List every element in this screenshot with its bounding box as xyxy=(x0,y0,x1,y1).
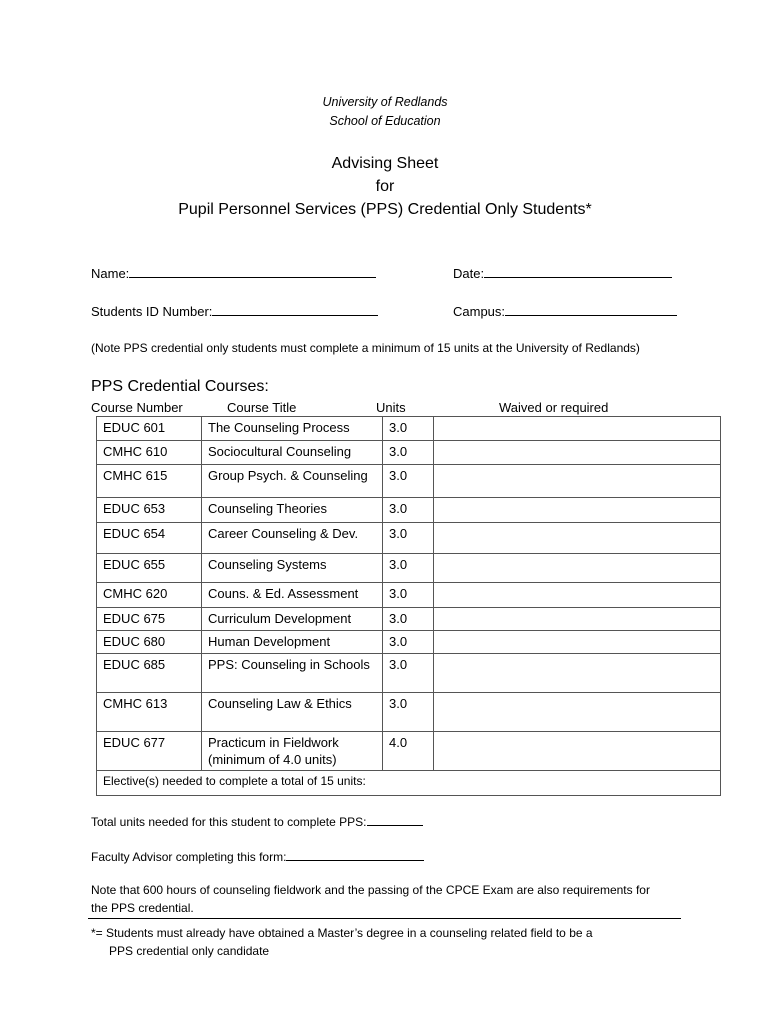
footnote-line2: PPS credential only candidate xyxy=(109,944,270,958)
course-units: 3.0 xyxy=(383,608,434,631)
faculty-advisor-line[interactable] xyxy=(286,848,424,861)
elective-row xyxy=(97,771,721,796)
table-row xyxy=(97,608,721,631)
total-units-line[interactable] xyxy=(367,813,423,826)
table-row xyxy=(97,693,721,732)
table-row xyxy=(97,583,721,608)
table-row xyxy=(97,654,721,693)
course-units: 3.0 xyxy=(383,441,434,465)
course-units: 3.0 xyxy=(383,554,434,583)
course-number: EDUC 601 xyxy=(97,417,202,441)
waived-cell[interactable] xyxy=(434,441,721,465)
waived-cell[interactable] xyxy=(434,608,721,631)
section-title: PPS Credential Courses: xyxy=(91,378,269,395)
waived-cell[interactable] xyxy=(434,693,721,732)
course-title: Couns. & Ed. Assessment xyxy=(202,583,383,608)
total-units-label: Total units needed for this student to complete PPS: xyxy=(91,815,367,829)
units-note: (Note PPS credential only students must complete a minimum of 15 units at the University of Redlands) xyxy=(91,341,640,355)
waived-cell[interactable] xyxy=(434,523,721,554)
waived-cell[interactable] xyxy=(434,631,721,654)
header-waived: Waived or required xyxy=(499,400,609,415)
table-row xyxy=(97,523,721,554)
student-id-field[interactable] xyxy=(91,303,378,319)
campus-label: Campus: xyxy=(453,304,506,319)
date-label: Date: xyxy=(453,266,485,281)
divider xyxy=(88,918,681,919)
course-number: EDUC 677 xyxy=(97,732,202,771)
course-number: CMHC 620 xyxy=(97,583,202,608)
courses-table xyxy=(96,416,721,796)
course-units: 3.0 xyxy=(383,631,434,654)
header-course-number: Course Number xyxy=(91,400,183,415)
table-row xyxy=(97,441,721,465)
table-row xyxy=(97,417,721,441)
waived-cell[interactable] xyxy=(434,583,721,608)
faculty-advisor-field[interactable] xyxy=(91,848,424,864)
school-name: School of Education xyxy=(329,114,441,128)
course-number: CMHC 613 xyxy=(97,693,202,732)
table-row xyxy=(97,554,721,583)
course-number: CMHC 610 xyxy=(97,441,202,465)
waived-cell[interactable] xyxy=(434,654,721,693)
table-row xyxy=(97,465,721,498)
name-field[interactable] xyxy=(91,265,376,281)
course-units: 3.0 xyxy=(383,654,434,693)
course-units: 3.0 xyxy=(383,465,434,498)
elective-note[interactable]: Elective(s) needed to complete a total of 15 units: xyxy=(97,771,721,796)
course-title: Counseling Systems xyxy=(202,554,383,583)
header-course-title: Course Title xyxy=(227,400,297,415)
course-number: EDUC 675 xyxy=(97,608,202,631)
footnote-line1: *= Students must already have obtained a Master’s degree in a counseling related field to be a xyxy=(91,926,593,940)
course-title: Human Development xyxy=(202,631,383,654)
course-number: EDUC 685 xyxy=(97,654,202,693)
course-title: Sociocultural Counseling xyxy=(202,441,383,465)
campus-field[interactable] xyxy=(453,303,677,319)
course-title: PPS: Counseling in Schools xyxy=(202,654,383,693)
course-number: CMHC 615 xyxy=(97,465,202,498)
campus-line[interactable] xyxy=(505,303,677,316)
course-units: 3.0 xyxy=(383,693,434,732)
page-title: Advising Sheet xyxy=(331,155,439,172)
course-title: Counseling Law & Ethics xyxy=(202,693,383,732)
course-title: Group Psych. & Counseling xyxy=(202,465,383,498)
course-units: 3.0 xyxy=(383,498,434,523)
page-subtitle: Pupil Personnel Services (PPS) Credential Only Students* xyxy=(178,201,592,218)
course-number: EDUC 680 xyxy=(97,631,202,654)
course-units: 4.0 xyxy=(383,732,434,771)
page-title-for: for xyxy=(375,178,395,195)
course-title-cell xyxy=(202,732,383,771)
university-name: University of Redlands xyxy=(322,95,448,109)
course-units: 3.0 xyxy=(383,523,434,554)
course-title: Counseling Theories xyxy=(202,498,383,523)
course-title: Curriculum Development xyxy=(202,608,383,631)
course-title: The Counseling Process xyxy=(202,417,383,441)
table-row xyxy=(97,631,721,654)
date-line[interactable] xyxy=(484,265,672,278)
table-row xyxy=(97,732,721,771)
waived-cell[interactable] xyxy=(434,498,721,523)
course-title: Career Counseling & Dev. xyxy=(202,523,383,554)
waived-cell[interactable] xyxy=(434,554,721,583)
waived-cell[interactable] xyxy=(434,732,721,771)
date-field[interactable] xyxy=(453,265,672,281)
student-id-line[interactable] xyxy=(212,303,378,316)
student-id-label: Students ID Number: xyxy=(91,304,213,319)
requirement-note-line2: the PPS credential. xyxy=(91,901,194,915)
faculty-advisor-label: Faculty Advisor completing this form: xyxy=(91,850,287,864)
course-number: EDUC 655 xyxy=(97,554,202,583)
table-row xyxy=(97,498,721,523)
course-number: EDUC 654 xyxy=(97,523,202,554)
waived-cell[interactable] xyxy=(434,465,721,498)
total-units-field[interactable] xyxy=(91,813,423,829)
name-label: Name: xyxy=(91,266,130,281)
course-title: Practicum in Fieldwork xyxy=(208,735,339,750)
requirement-note-line1: Note that 600 hours of counseling fieldwork and the passing of the CPCE Exam are also requirements for xyxy=(91,883,650,897)
header-units: Units xyxy=(376,400,406,415)
course-title-note: (minimum of 4.0 units) xyxy=(208,752,337,767)
course-number: EDUC 653 xyxy=(97,498,202,523)
name-line[interactable] xyxy=(129,265,376,278)
waived-cell[interactable] xyxy=(434,417,721,441)
course-units: 3.0 xyxy=(383,583,434,608)
course-units: 3.0 xyxy=(383,417,434,441)
